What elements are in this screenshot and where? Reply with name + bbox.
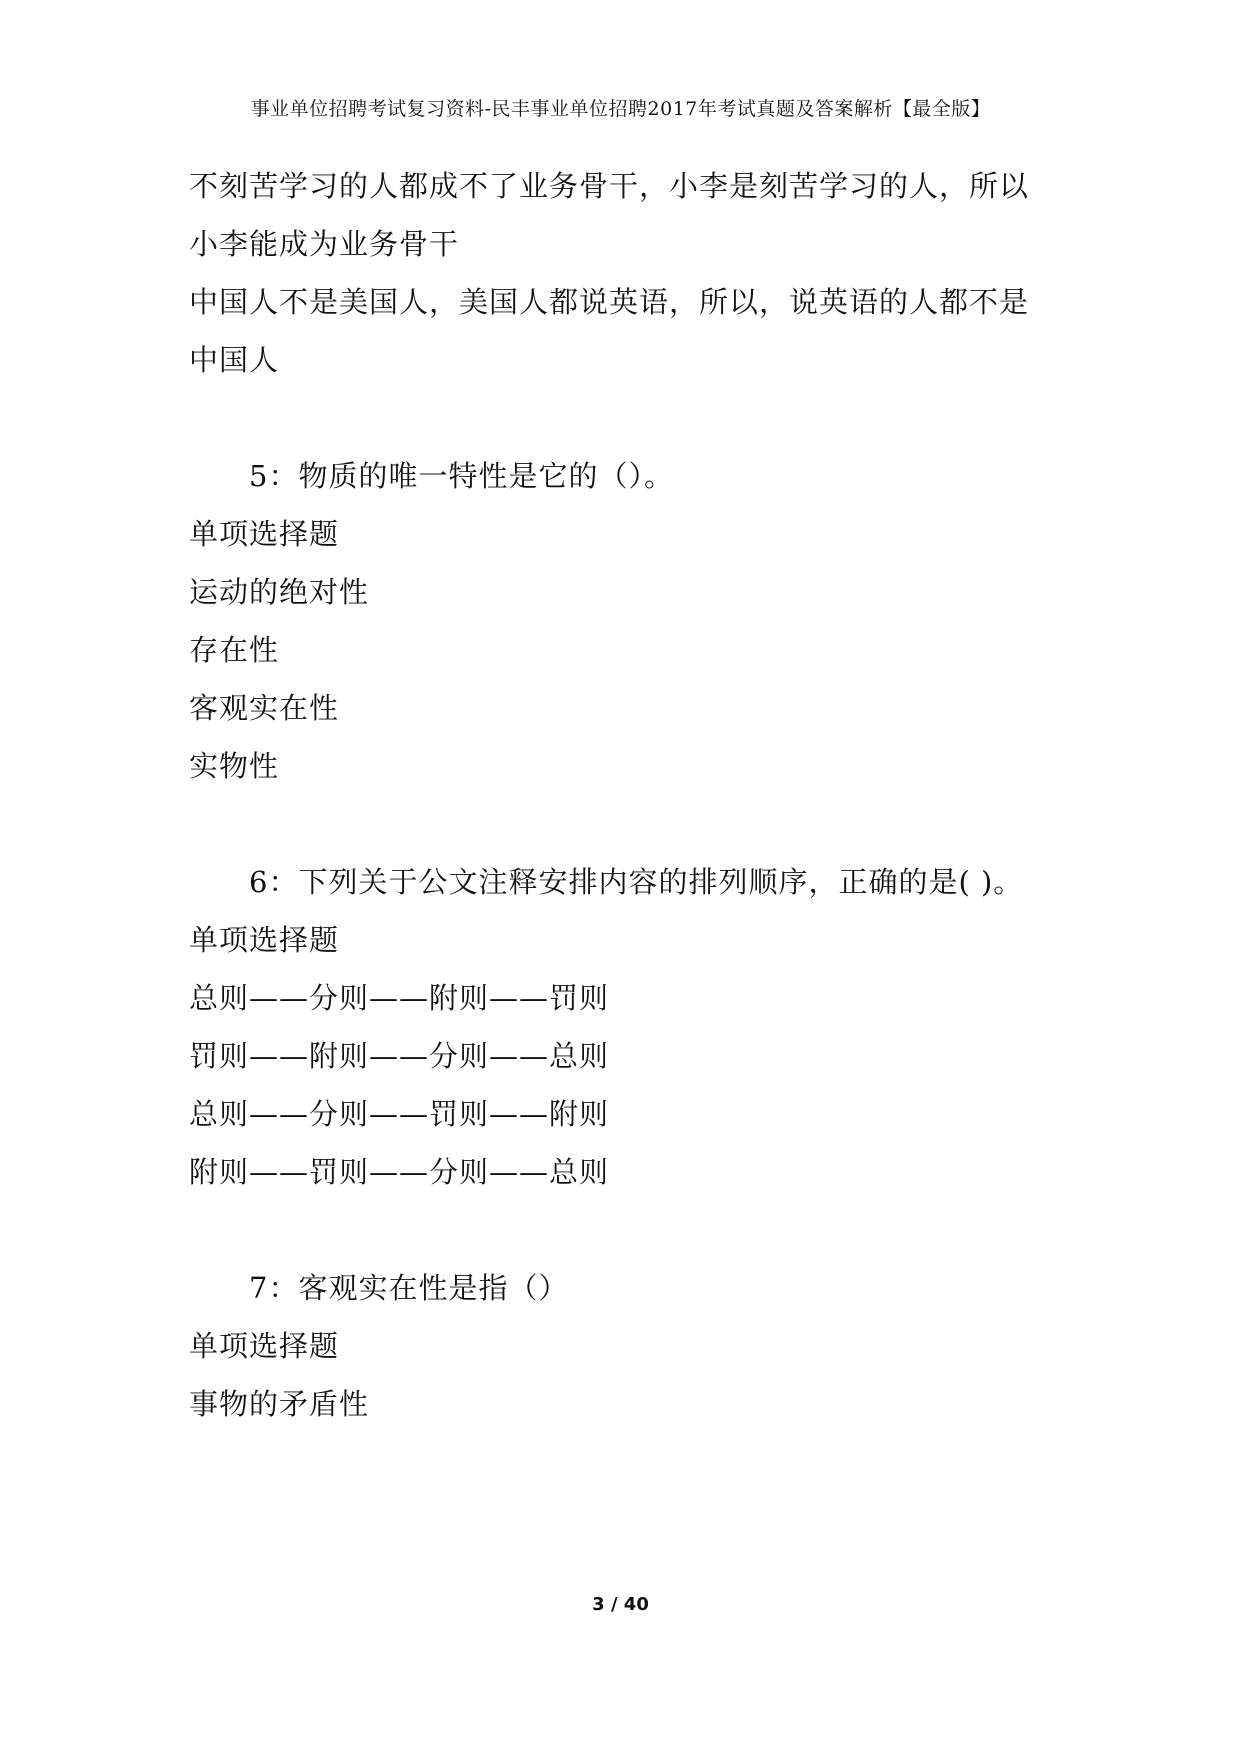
option-text: 中国人	[189, 343, 280, 377]
question-type: 单项选择题	[189, 517, 340, 551]
option-text: 总则——分则——罚则——附则	[189, 1097, 610, 1131]
option-text: 运动的绝对性	[189, 575, 370, 609]
question-type: 单项选择题	[189, 1329, 340, 1363]
question-prompt: 7：客观实在性是指（）	[249, 1271, 569, 1305]
option-text: 小李能成为业务骨干	[189, 227, 460, 261]
option-text: 不刻苦学习的人都成不了业务骨干，小李是刻苦学习的人，所以	[189, 169, 1030, 203]
option-text: 总则——分则——附则——罚则	[189, 981, 610, 1015]
page-header: 事业单位招聘考试复习资料-民丰事业单位招聘2017年考试真题及答案解析【最全版】	[250, 98, 991, 120]
question-prompt: 5：物质的唯一特性是它的（）。	[249, 459, 674, 493]
option-text: 罚则——附则——分则——总则	[189, 1039, 610, 1073]
option-text: 存在性	[189, 633, 280, 667]
option-text: 中国人不是美国人，美国人都说英语，所以，说英语的人都不是	[189, 285, 1030, 319]
option-text: 实物性	[189, 749, 280, 783]
question-type: 单项选择题	[189, 923, 340, 957]
option-text: 事物的矛盾性	[189, 1387, 370, 1421]
question-prompt: 6：下列关于公文注释安排内容的排列顺序，正确的是( )。	[249, 865, 1024, 899]
option-text: 客观实在性	[189, 691, 340, 725]
page-number: 3 / 40	[592, 1594, 649, 1615]
option-text: 附则——罚则——分则——总则	[189, 1155, 610, 1189]
